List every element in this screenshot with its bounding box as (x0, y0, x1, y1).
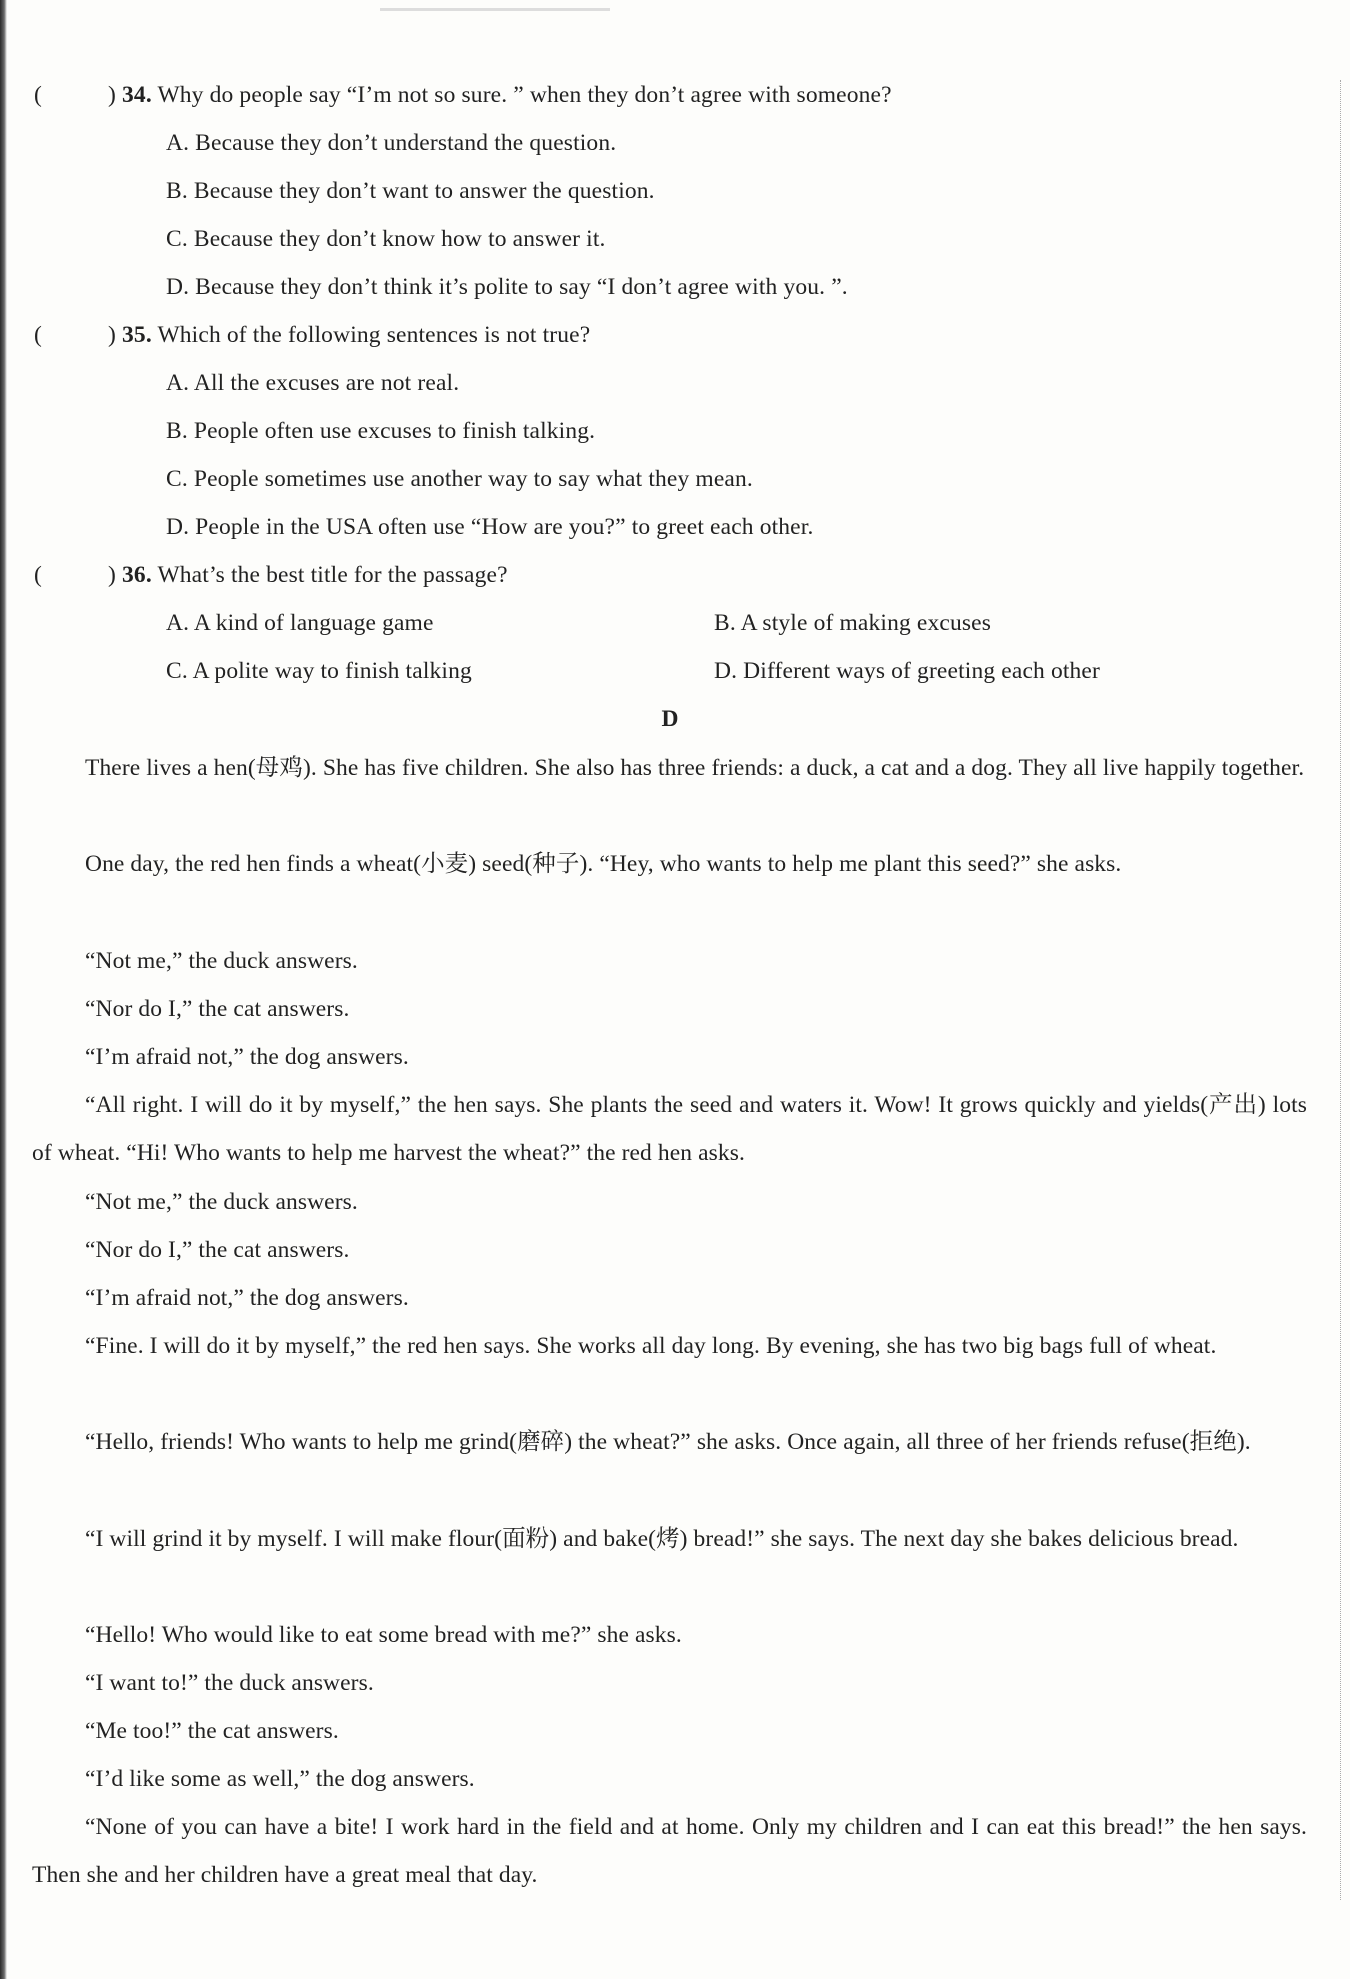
answer-blank-close: ) (108, 322, 116, 348)
question-text: What’s the best title for the passage? (157, 562, 508, 588)
option-34-a: A. Because they don’t understand the question. (166, 130, 617, 156)
option-35-b: B. People often use excuses to finish talking. (166, 418, 596, 444)
option-36-d: D. Different ways of greeting each other (714, 658, 1100, 684)
scan-binding-edge (0, 0, 7, 1979)
passage-paragraph: One day, the red hen finds a wheat(小麦) seed(种子). “Hey, who wants to help me plant this seed?” she asks. (85, 851, 1122, 877)
question-35 (34, 313, 590, 357)
question-number: 36. (122, 562, 152, 588)
scan-smudge (380, 8, 610, 11)
section-heading: D (661, 706, 679, 732)
margin-dotted-rule (1340, 80, 1341, 1900)
passage-paragraph: “Hello! Who would like to eat some bread with me?” she asks. (85, 1622, 682, 1648)
question-text: Which of the following sentences is not true? (157, 322, 591, 348)
option-34-b: B. Because they don’t want to answer the question. (166, 178, 655, 204)
answer-blank-open[interactable]: ( (34, 82, 42, 108)
question-text: Why do people say “I’m not so sure. ” when they don’t agree with someone? (157, 82, 892, 108)
option-34-d: D. Because they don’t think it’s polite to say “I don’t agree with you. ”. (166, 274, 848, 300)
passage-paragraph: “Not me,” the duck answers. (85, 1189, 358, 1215)
option-36-a: A. A kind of language game (166, 610, 434, 636)
passage-paragraph: “None of you can have a bite! I work hard in the field and at home. Only my children and I can eat this bread!” the hen says. Then she and her children have a great meal that day. (32, 1814, 1307, 1889)
answer-blank-close: ) (108, 562, 116, 588)
answer-blank-close: ) (108, 82, 116, 108)
answer-blank-open[interactable]: ( (34, 322, 42, 348)
passage-paragraph: “Fine. I will do it by myself,” the red hen says. She works all day long. By evening, she has two big bags full of wheat. (85, 1333, 1217, 1359)
option-35-c: C. People sometimes use another way to say what they mean. (166, 466, 753, 492)
option-35-d: D. People in the USA often use “How are you?” to greet each other. (166, 514, 814, 540)
passage-paragraph: “I’m afraid not,” the dog answers. (85, 1285, 409, 1311)
passage-paragraph: “Me too!” the cat answers. (85, 1718, 339, 1744)
question-36 (34, 553, 508, 597)
passage-paragraph: “I will grind it by myself. I will make flour(面粉) and bake(烤) bread!” she says. The next day she bakes delicious bread. (85, 1526, 1239, 1552)
passage-paragraph: “I’d like some as well,” the dog answers. (85, 1766, 475, 1792)
passage-paragraph: “Nor do I,” the cat answers. (85, 1237, 350, 1263)
passage-paragraph: “Nor do I,” the cat answers. (85, 996, 350, 1022)
passage-paragraph: “I’m afraid not,” the dog answers. (85, 1044, 409, 1070)
passage-paragraph: “All right. I will do it by myself,” the hen says. She plants the seed and waters it. Wow! It grows quickly and yields(产出) lots of wheat. “Hi! Who wants to help me harvest the wheat?” the red hen asks. (32, 1092, 1307, 1167)
passage-paragraph: “Not me,” the duck answers. (85, 948, 358, 974)
option-35-a: A. All the excuses are not real. (166, 370, 460, 396)
question-number: 34. (122, 82, 152, 108)
option-36-c: C. A polite way to finish talking (166, 658, 472, 684)
question-number: 35. (122, 322, 152, 348)
answer-blank-open[interactable]: ( (34, 562, 42, 588)
question-34 (34, 73, 892, 117)
passage-paragraph: “I want to!” the duck answers. (85, 1670, 374, 1696)
option-36-b: B. A style of making excuses (714, 610, 992, 636)
passage-paragraph: “Hello, friends! Who wants to help me grind(磨碎) the wheat?” she asks. Once again, all three of her friends refuse(拒绝). (85, 1429, 1251, 1455)
option-34-c: C. Because they don’t know how to answer it. (166, 226, 606, 252)
passage-paragraph: There lives a hen(母鸡). She has five children. She also has three friends: a duck, a cat and a dog. They all live happily together. (85, 755, 1305, 781)
